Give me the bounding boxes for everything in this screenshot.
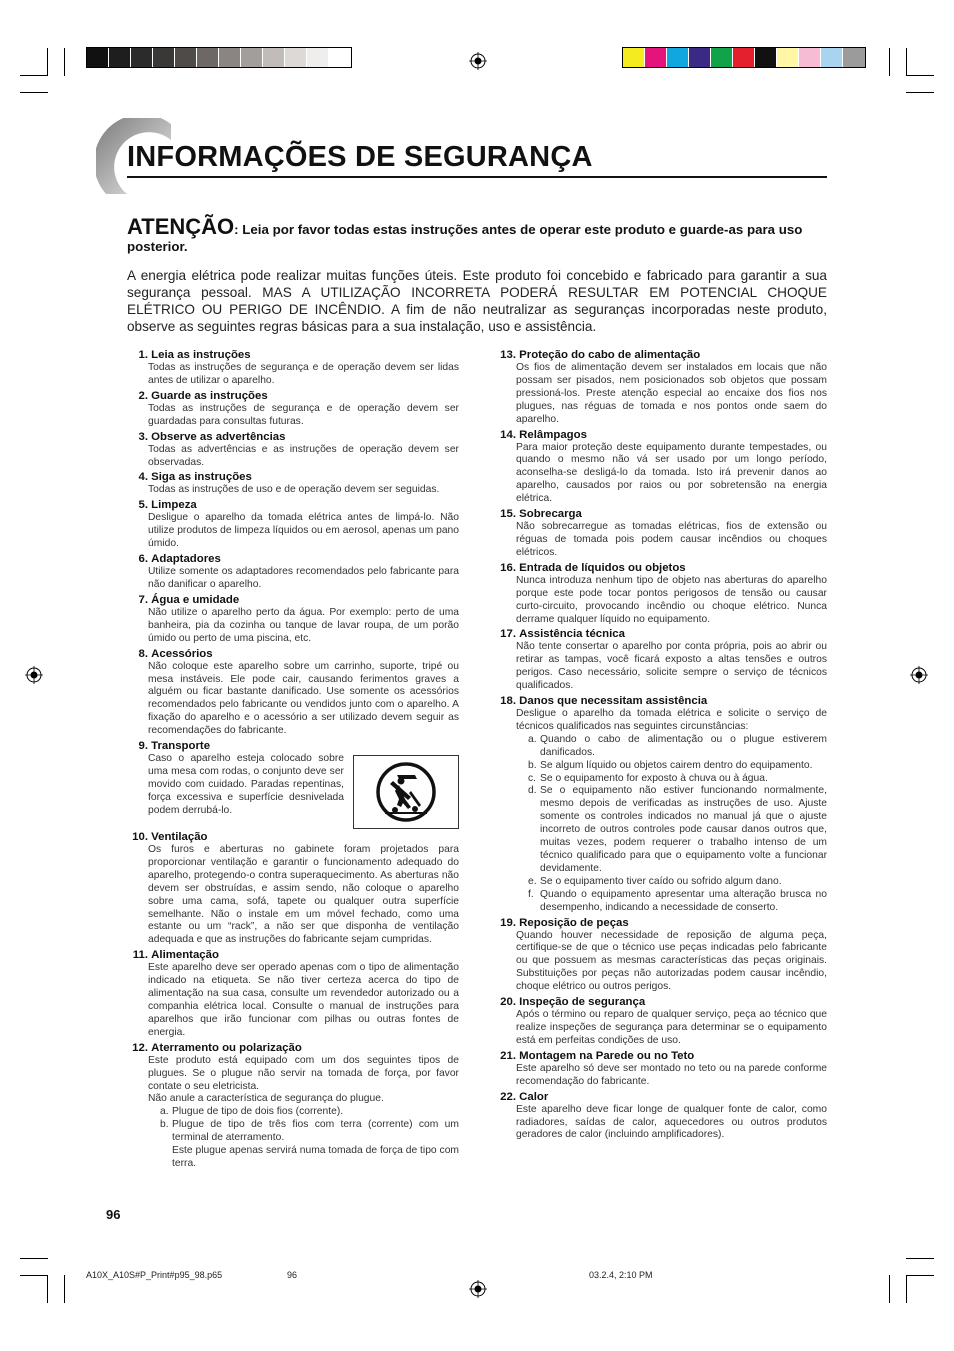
color-swatch — [733, 48, 755, 67]
color-swatch — [667, 48, 689, 67]
item-heading — [127, 948, 459, 962]
color-swatch — [87, 48, 109, 67]
color-swatch — [799, 48, 821, 67]
item-number: 13. — [500, 349, 516, 361]
safety-item — [127, 948, 459, 1039]
page-number: 96 — [106, 1207, 121, 1222]
attention-notice — [127, 214, 827, 255]
item-body: Caso o aparelho esteja colocado sobre uma mesa com rodas, o conjunto deve ser movido com cuidado. Paradas repentinas, força excessiva e superfície desnivelada podem derrubá-lo. — [148, 753, 344, 816]
item-title: Leia as instruções — [151, 349, 251, 361]
sub-item-text: Se algum líquido ou objetos cairem dentro do equipamento. — [540, 759, 813, 771]
safety-item — [495, 916, 827, 995]
page-title: INFORMAÇÕES DE SEGURANÇA — [127, 141, 593, 173]
sub-item-letter: c. — [528, 772, 537, 784]
item-body-2: Não anule a característica de segurança do plugue. — [148, 1093, 384, 1105]
intro-paragraph: A energia elétrica pode realizar muitas funções úteis. Este produto foi concebido e fabricado para garantir a sua segurança pessoal. MAS A UTILIZAÇÃO INCORRETA PODERÁ RESULTAR EM POTENCIAL CHOQUE ELÉTRICO OU PERIGO DE INCÊNDIO. A fim de não neutralizar as seguranças incorporadas neste produto, observe as seguintes regras básicas para a sua instalação, uso e assistência. — [127, 268, 827, 334]
item-number: 6. — [138, 553, 148, 566]
item-title: Água e umidade — [151, 593, 240, 606]
item-body: Este aparelho só deve ser montado no teto ou na parede conforme recomendação do fabricante. — [516, 1062, 827, 1087]
cart-tip-over-icon — [375, 761, 437, 823]
safety-item — [495, 1090, 827, 1143]
item-heading — [127, 389, 459, 403]
item-number: 3. — [138, 430, 148, 443]
color-swatch — [263, 48, 285, 67]
item-title: Calor — [519, 1090, 549, 1103]
item-body: Não utilize o aparelho perto da água. Por exemplo: perto de uma banheira, pia da cozinha ou tanque de lavar roupa, de um porão úmido ou perto de uma piscina, etc. — [148, 606, 459, 644]
item-heading — [127, 552, 459, 566]
item-heading — [495, 1049, 827, 1063]
sub-item-letter: a. — [528, 733, 537, 745]
item-body: Todas as instruções de segurança e de operação devem ser guardadas para consultas futuras. — [148, 402, 459, 427]
safety-item — [127, 348, 459, 388]
safety-item: 12. Aterramento ou polarização Este produto está equipado com um dos seguintes tipos de plugues. Se o plugue não servir na tomada de força, por favor contate o seu eletricista. Não anule a característica de segurança do plugue. a. Plugue de tipo de dois fios (corrente). b. Plugue de tipo de três fios com terra (corrente) com um terminal de aterramento. Este plugue apenas servirá numa tomada de força de tipo com terra. — [132, 1041, 459, 1169]
footer-date: 03.2.4, 2:10 PM — [589, 1270, 653, 1280]
item-body: Não tente consertar o aparelho por conta própria, pois ao abrir ou retirar as tampas, você ficará exposto a altas tensões e outros perigos. Caso necessário, solicite sempre o serviço de técnicos qualificados. — [516, 641, 827, 692]
item-body: Após o término ou reparo de qualquer serviço, peça ao técnico que realize inspeções de segurança para determinar se o equipamento está em perfeitas condições de uso. — [516, 1009, 827, 1046]
safety-item: 9. Transporte Caso o aparelho esteja colocado sobre uma mesa com rodas, o conjunto deve ser movido com cuidado. Paradas repentinas, força excessiva e superfície desnivelada podem derrubá-lo. — [127, 739, 459, 829]
item-number: 15. — [500, 508, 516, 521]
footer-filename: A10X_A10S#P_Print#p95_98.p65 — [86, 1270, 223, 1280]
item-body: Os fios de alimentação devem ser instalados em locais que não possam ser pisados, nem posicionados sob objetos que possam pressioná-los. Preste atenção especial ao encaixe dos fios nos plugues, nas réguas de tomada e nos pontos onde saem do aparelho. — [516, 362, 827, 425]
item-number: 14. — [500, 428, 516, 441]
sub-item — [160, 1106, 459, 1119]
item-heading — [495, 561, 827, 575]
sub-item-text: Se o equipamento não estiver funcionando normalmente, mesmo depois de verificadas as instruções de uso. Ajuste somente os controles indicados no manual já que o ajuste incorreto de outros controles pode causar danos outros que, muitas vezes, podem requerer o trabalho intenso de um técnico qualificado para que o equipamento volte a funcionar devidamente. — [540, 785, 827, 874]
item-number: 7. — [138, 593, 148, 606]
item-heading — [495, 995, 827, 1009]
sub-item-text: Se o equipamento for exposto à chuva ou à água. — [540, 772, 768, 784]
item-heading — [127, 470, 459, 484]
item-heading — [127, 647, 459, 661]
safety-item — [127, 830, 459, 947]
safety-item — [495, 428, 827, 507]
safety-item — [127, 552, 459, 592]
item-title: Montagem na Parede ou no Teto — [519, 1049, 695, 1062]
sub-item-text: Se o equipamento tiver caído ou sofrido algum dano. — [540, 875, 782, 887]
color-swatch — [843, 48, 865, 67]
safety-item — [495, 627, 827, 693]
item-number: 2. — [138, 389, 148, 402]
item-number: 1. — [138, 349, 148, 361]
item-body: Quando houver necessidade de reposição de alguma peça, certifique-se de que o técnico use peças indicadas pelo fabricante ou que possuem as mesmas características das peças originais. Substituições por peças não autorizadas podem causar incêndio, choque elétrico ou outros perigos. — [516, 929, 827, 993]
item-title: Observe as advertências — [151, 430, 286, 443]
registration-target-icon — [25, 666, 43, 684]
item-number: 5. — [138, 499, 148, 512]
safety-item — [127, 470, 459, 497]
color-swatch — [197, 48, 219, 67]
safety-item — [495, 507, 827, 560]
footer-page: 96 — [287, 1270, 298, 1280]
sub-item — [528, 773, 827, 786]
item-heading — [495, 1090, 827, 1104]
attention-word: ATENÇÃO — [127, 214, 235, 239]
color-swatch — [821, 48, 843, 67]
item-number: 11. — [132, 949, 148, 962]
item-body: Este aparelho deve ser operado apenas com o tipo de alimentação indicado na etiqueta. Se não tiver certeza acerca do tipo de alimentação na sua casa, consulte um revendedor autorizado ou a companhia elétrica local. Consulte o manual de instruções para aparelhos que irão funcionar com pilhas ou outras fontes de energia. — [148, 962, 459, 1038]
item-number: 22. — [500, 1090, 516, 1103]
item-title: Limpeza — [151, 499, 197, 512]
item-heading — [495, 428, 827, 442]
color-swatch — [645, 48, 667, 67]
item-title: Ventilação — [151, 831, 208, 844]
item-title: Transporte — [151, 740, 211, 753]
sub-item — [528, 734, 827, 760]
item-number: 21. — [500, 1049, 516, 1062]
color-swatch — [175, 48, 197, 67]
item-title: Siga as instruções — [151, 471, 252, 484]
item-body: Este aparelho deve ficar longe de qualquer fonte de calor, como radiadores, saídas de calor, aquecedores ou outros produtos geradores de calor (incluindo amplificadores). — [516, 1103, 827, 1141]
item-number: 10. — [132, 831, 148, 844]
item-body: Desligue o aparelho da tomada elétrica e solicite o serviço de técnicos qualificados nas seguintes circunstâncias: — [516, 708, 827, 732]
item-title: Acessórios — [151, 647, 213, 660]
item-body: Utilize somente os adaptadores recomendados pelo fabricante para não danificar o aparelho. — [148, 566, 459, 590]
item-heading — [127, 498, 459, 512]
item-body: Para maior proteção deste equipamento durante tempestades, ou quando o mesmo não vá ser usado por um longo período, aconselha-se desligá-lo da tomada. Isto irá prevenir danos ao aparelho, causados por raios ou por sobretensão na energia elétrica. — [516, 441, 827, 505]
registration-target-icon — [469, 1280, 487, 1298]
item-number: 17. — [500, 628, 516, 641]
grayscale-swatches — [86, 47, 352, 68]
item-heading — [127, 348, 459, 362]
item-number: 8. — [138, 647, 148, 660]
item-title: Reposição de peças — [519, 916, 629, 929]
sub-item — [528, 785, 827, 875]
item-heading — [127, 430, 459, 444]
color-swatch — [711, 48, 733, 67]
sub-item-text: Plugue de tipo de três fios com terra (corrente) com um terminal de aterramento. — [172, 1119, 459, 1144]
sub-item-text: Quando o cabo de alimentação ou o plugue estiverem danificados. — [540, 733, 827, 758]
color-swatch — [241, 48, 263, 67]
color-swatch — [755, 48, 777, 67]
item-title: Inspeção de segurança — [519, 996, 646, 1009]
sub-item-letter: b. — [160, 1119, 169, 1131]
item-title: Entrada de líquidos ou objetos — [519, 561, 686, 574]
registration-target-icon — [469, 52, 487, 70]
safety-item — [127, 647, 459, 738]
item-heading — [127, 593, 459, 607]
safety-item: 18. Danos que necessitam assistência Desligue o aparelho da tomada elétrica e solicite o serviço de técnicos qualificados nas seguintes circunstâncias: a. Quando o cabo de alimentação ou o plugue estiverem danificados. b. Se algum líquido ou objetos cairem dentro do equipamento. c. Se o equipamento for exposto à chuva ou à água. d. Se o equipamento não estiver funcionando normalmente, mesmo depois de verificadas as instruções de uso. Ajuste somente os controles indicados no manual já que o ajuste incorreto de outros controles pode causar danos outros que, muitas vezes, podem requerer o trabalho intenso de um técnico qualificado para que o equipamento volte a funcionar devidamente. e. Se o equipamento tiver caído ou sofrido algum dano. f. Quando o equipamento apresentar uma alteração brusca no desempenho, indicando a necessidade de conserto. — [500, 695, 827, 913]
plug-note: Este plugue apenas servirá numa tomada de força de tipo com terra. — [172, 1145, 459, 1169]
item-number: 19. — [500, 916, 516, 929]
right-column — [495, 348, 827, 1143]
sub-item-letter: b. — [528, 759, 537, 771]
color-swatch — [131, 48, 153, 67]
color-swatch — [777, 48, 799, 67]
item-body: Todas as instruções de segurança e de operação devem ser lidas antes de utilizar o aparelho. — [148, 362, 459, 386]
item-heading — [495, 507, 827, 521]
item-title: Aterramento ou polarização — [151, 1041, 302, 1054]
color-swatch — [153, 48, 175, 67]
sub-item-letter: f. — [528, 888, 534, 900]
safety-item — [127, 430, 459, 470]
item-title: Danos que necessitam assistência — [519, 695, 708, 708]
color-swatch — [689, 48, 711, 67]
item-body: Não coloque este aparelho sobre um carrinho, suporte, tripé ou mesa instáveis. Ele pode cair, causando ferimentos graves a alguém ou ficar bastante danificado. Use somente os acessórios recomendados pelo fabricante ou vendidos junto com o aparelho. A fixação do aparelho e o acessório a ser utilizado devem seguir as recomendações do fabricante. — [148, 660, 459, 737]
item-body: Todas as instruções de uso e de operação devem ser seguidas. — [148, 484, 440, 496]
item-title: Sobrecarga — [519, 508, 582, 521]
item-number: 20. — [500, 996, 516, 1009]
safety-item — [127, 389, 459, 429]
color-swatch — [623, 48, 645, 67]
safety-item — [127, 498, 459, 551]
safety-item — [127, 593, 459, 646]
item-title: Adaptadores — [151, 553, 221, 566]
item-body: Este produto está equipado com um dos seguintes tipos de plugues. Se o plugue não servir na tomada de força, por favor contate o seu eletricista. — [148, 1054, 459, 1092]
item-body: Não sobrecarregue as tomadas elétricas, fios de extensão ou réguas de tomada pois podem causar incêndios ou choques elétricos. — [516, 521, 827, 558]
item-title: Assistência técnica — [519, 628, 625, 641]
sub-item — [528, 876, 827, 889]
item-number: 4. — [138, 471, 148, 484]
sub-item — [528, 760, 827, 773]
item-title: Alimentação — [151, 949, 219, 962]
color-swatch — [329, 48, 351, 67]
sub-item — [528, 889, 827, 915]
safety-item — [495, 995, 827, 1048]
safety-item — [495, 1049, 827, 1089]
color-swatch — [285, 48, 307, 67]
color-swatch — [219, 48, 241, 67]
sub-item — [160, 1119, 459, 1145]
cart-warning-illustration — [353, 755, 459, 829]
item-title: Guarde as instruções — [151, 389, 268, 402]
sub-item-text: Quando o equipamento apresentar uma alteração brusca no desempenho, indicando a necessidade de conserto. — [540, 888, 827, 913]
safety-item — [495, 348, 827, 427]
safety-item — [495, 561, 827, 627]
color-swatches — [622, 47, 866, 68]
item-heading — [495, 916, 827, 930]
title-underline — [127, 176, 827, 178]
sub-item-letter: d. — [528, 785, 537, 797]
item-heading — [495, 348, 827, 362]
item-heading — [127, 830, 459, 844]
sub-item-text: Plugue de tipo de dois fios (corrente). — [172, 1106, 344, 1118]
left-column — [127, 348, 459, 1172]
item-number: 16. — [500, 561, 516, 574]
attention-text: : Leia por favor todas estas instruções antes de operar este produto e guarde-as para uso posterior. — [127, 222, 803, 254]
item-heading — [495, 627, 827, 641]
color-swatch — [109, 48, 131, 67]
item-body: Todas as advertências e as instruções de operação devem ser observadas. — [148, 443, 459, 468]
item-title: Relâmpagos — [519, 428, 587, 441]
item-body: Desligue o aparelho da tomada elétrica antes de limpá-lo. Não utilize produtos de limpeza líquidos ou em aerosol, apenas um pano úmido. — [148, 512, 459, 550]
sub-item-letter: a. — [160, 1106, 169, 1118]
registration-target-icon — [910, 666, 928, 684]
item-title: Proteção do cabo de alimentação — [519, 349, 701, 361]
item-body: Nunca introduza nenhum tipo de objeto nas aberturas do aparelho porque este pode tocar pontos perigosos de tensão ou causar curto-circuito, provocando incêndio ou choque elétrico. Nunca derrame qualquer líquido no equipamento. — [516, 574, 827, 625]
item-body: Os furos e aberturas no gabinete foram projetados para proporcionar ventilação e garantir o funcionamento adequado do aparelho, protegendo-o contra superaquecimento. As aberturas não devem ser obstruídas, e assim sendo, não coloque o aparelho sobre uma cama, sofá, tapete ou qualquer outra superfície semelhante. Não o instale em um móvel fechado, como uma estante ou um “rack”, a não ser que disponha de ventilação adequada e que as instruções do fabricante sejam cumpridas. — [148, 844, 459, 946]
color-swatch — [307, 48, 329, 67]
sub-item-letter: e. — [528, 875, 537, 887]
